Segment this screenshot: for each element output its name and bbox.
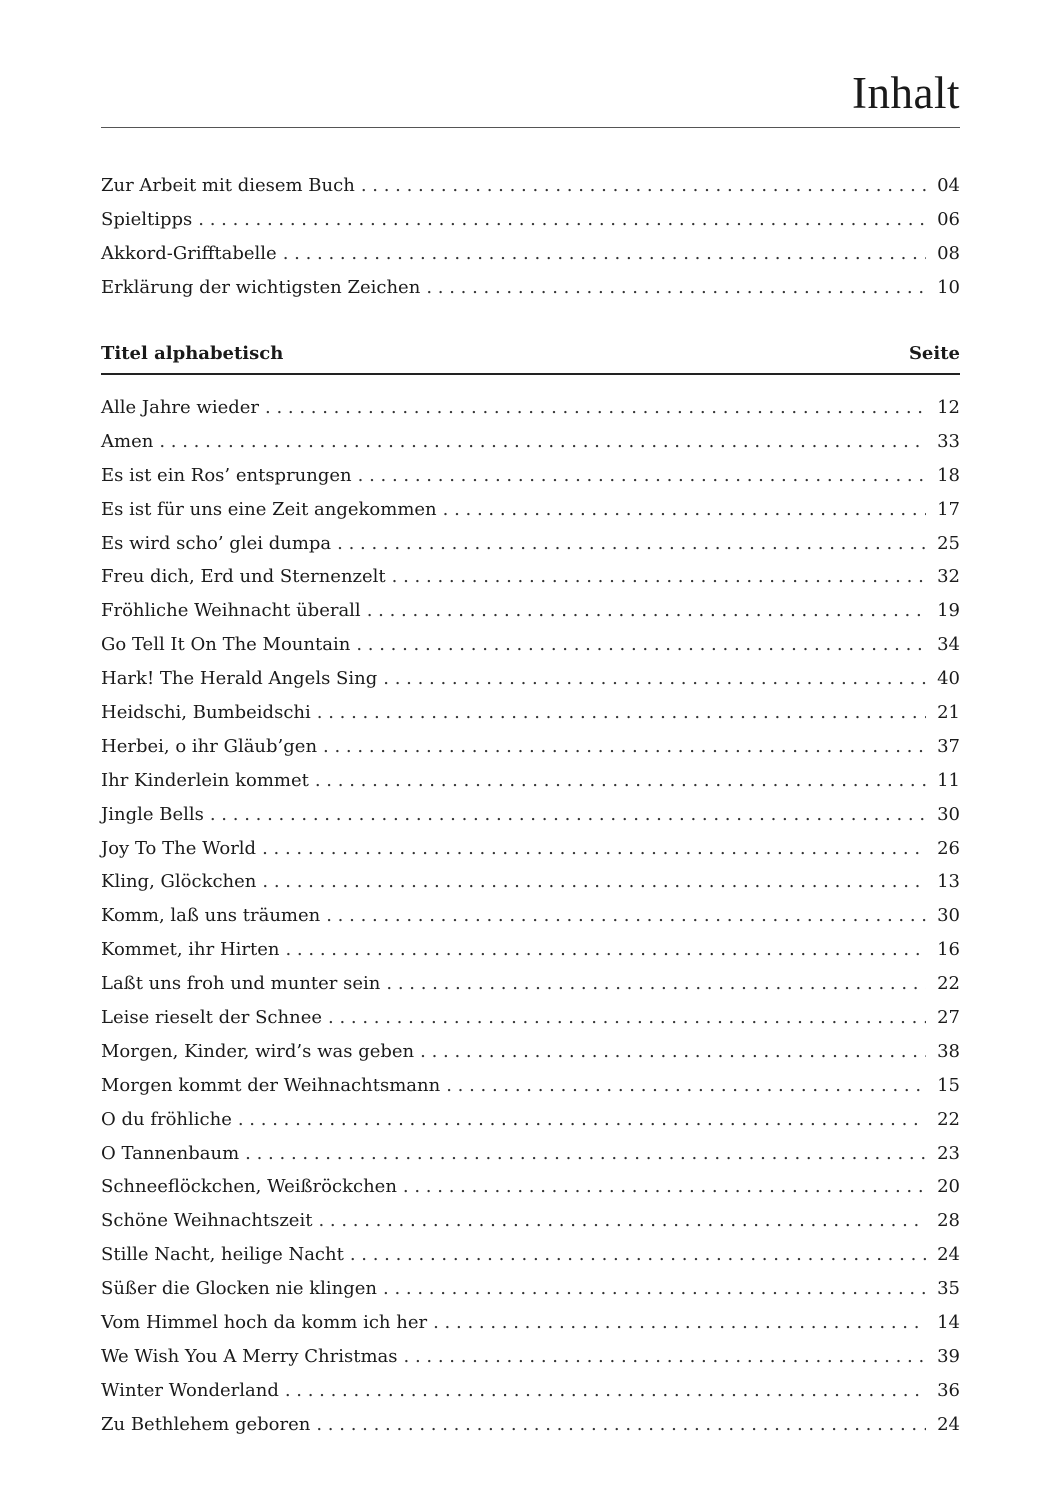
dot-leader: [367, 597, 926, 625]
toc-entry-page: 30: [937, 905, 960, 927]
toc-entry-page: 06: [937, 208, 960, 230]
toc-entry-label: Amen: [101, 430, 154, 452]
toc-entry[interactable]: [101, 902, 960, 936]
dot-leader: [262, 835, 926, 863]
toc-entry-page: 21: [937, 702, 960, 724]
toc-entry-label: Stille Nacht, heilige Nacht: [101, 1244, 344, 1266]
dot-leader: [403, 1173, 926, 1201]
dot-leader: [315, 767, 926, 795]
toc-entry-page: 13: [937, 871, 960, 893]
toc-entry-label: Jingle Bells: [101, 803, 204, 825]
dot-leader: [358, 462, 926, 490]
toc-entry-label: Leise rieselt der Schnee: [101, 1007, 322, 1029]
toc-entry-page: 12: [937, 397, 960, 418]
toc-entry-page: 26: [937, 837, 960, 859]
dot-leader: [420, 1038, 926, 1066]
toc-entry[interactable]: [101, 970, 960, 1004]
toc-entry[interactable]: [101, 1004, 960, 1038]
toc-entry-label: Akkord-Grifftabelle: [101, 242, 277, 264]
dot-leader: [443, 496, 926, 524]
toc-entry[interactable]: [101, 1411, 960, 1445]
dot-leader: [337, 530, 926, 558]
toc-entry[interactable]: [101, 428, 960, 462]
toc-entry-page: 11: [937, 769, 960, 791]
toc-entry-label: Schöne Weihnachtszeit: [101, 1210, 313, 1232]
toc-entry[interactable]: [101, 563, 960, 597]
toc-entry[interactable]: [101, 1106, 960, 1140]
toc-entry[interactable]: [101, 665, 960, 699]
toc-entry-page: 14: [937, 1312, 960, 1334]
toc-entry-page: 04: [937, 175, 960, 196]
toc-entry-page: 32: [937, 566, 960, 588]
toc-entry-label: Herbei, o ihr Gläub’gen: [101, 735, 318, 757]
toc-entry-page: 16: [937, 939, 960, 961]
dot-leader: [404, 1343, 926, 1371]
dot-leader: [285, 1377, 926, 1405]
toc-entry-label: Schneeflöckchen, Weißröckchen: [101, 1176, 397, 1198]
dot-leader: [446, 1072, 926, 1100]
dot-leader: [198, 206, 926, 234]
dot-leader: [350, 1241, 926, 1269]
toc-entry-label: O Tannenbaum: [101, 1142, 240, 1164]
toc-entry-label: Vom Himmel hoch da komm ich her: [101, 1312, 428, 1334]
toc-entry[interactable]: [101, 733, 960, 767]
toc-entry[interactable]: [101, 394, 960, 428]
toc-entry[interactable]: [101, 1173, 960, 1207]
toc-entry-page: 36: [937, 1379, 960, 1401]
toc-entry-page: 18: [937, 464, 960, 486]
toc-entry-label: Es ist für uns eine Zeit angekommen: [101, 498, 437, 520]
dot-leader: [356, 631, 926, 659]
toc-entry-label: Es ist ein Ros’ entsprungen: [101, 464, 352, 486]
dot-leader: [210, 801, 926, 829]
toc-entry-page: 25: [937, 532, 960, 554]
toc-entry[interactable]: [101, 1140, 960, 1174]
toc-entry-label: Kommet, ihr Hirten: [101, 939, 280, 961]
toc-entry-label: Winter Wonderland: [101, 1379, 279, 1401]
dot-leader: [386, 970, 926, 998]
toc-entry[interactable]: [101, 1241, 960, 1275]
dot-leader: [328, 1004, 926, 1032]
toc-entry-label: Zur Arbeit mit diesem Buch: [101, 175, 355, 196]
dot-leader: [238, 1106, 926, 1134]
toc-entry-page: 24: [937, 1413, 960, 1435]
toc-entry-page: 40: [937, 668, 960, 690]
toc-entry-label: Freu dich, Erd und Sternenzelt: [101, 566, 386, 588]
toc-entry-page: 37: [937, 735, 960, 757]
dot-leader: [283, 240, 926, 268]
dot-leader: [159, 428, 926, 456]
toc-entry[interactable]: [101, 835, 960, 869]
toc-entry-label: Erklärung der wichtigsten Zeichen: [101, 276, 421, 298]
toc-entry[interactable]: [101, 936, 960, 970]
dot-leader: [316, 1411, 926, 1439]
title-divider: [101, 127, 960, 128]
toc-entry[interactable]: [101, 462, 960, 496]
toc-entry[interactable]: [101, 1309, 960, 1343]
toc-entry[interactable]: [101, 1072, 960, 1106]
toc-entry-label: Joy To The World: [101, 837, 257, 859]
toc-entry[interactable]: [101, 597, 960, 631]
toc-entry-label: Komm, laß uns träumen: [101, 905, 321, 927]
toc-entry[interactable]: [101, 530, 960, 564]
toc-entry[interactable]: [101, 1207, 960, 1241]
toc-entry-label: O du fröhliche: [101, 1108, 232, 1130]
toc-entry-page: 28: [937, 1210, 960, 1232]
toc-entry[interactable]: [101, 1275, 960, 1309]
toc-entry[interactable]: [101, 1343, 960, 1377]
section-page-heading: Seite: [908, 343, 960, 364]
toc-entry-label: Kling, Glöckchen: [101, 871, 257, 893]
toc-entry-label: Heidschi, Bumbeidschi: [101, 702, 311, 724]
dot-leader: [265, 394, 926, 422]
toc-entry-label: Süßer die Glocken nie klingen: [101, 1278, 378, 1300]
dot-leader: [426, 274, 926, 302]
toc-entry[interactable]: [101, 767, 960, 801]
intro-toc-list: [101, 172, 960, 308]
toc-entry-page: 35: [937, 1278, 960, 1300]
dot-leader: [361, 172, 926, 200]
toc-entry-page: 15: [937, 1074, 960, 1096]
dot-leader: [326, 902, 926, 930]
toc-entry-label: Alle Jahre wieder: [101, 397, 260, 418]
toc-entry-label: Zu Bethlehem geboren: [101, 1413, 311, 1435]
toc-entry-label: Morgen, Kinder, wird’s was geben: [101, 1040, 415, 1062]
toc-entry[interactable]: [101, 699, 960, 733]
toc-entry-label: We Wish You A Merry Christmas: [101, 1345, 398, 1367]
dot-leader: [433, 1309, 926, 1337]
toc-entry-page: 22: [937, 1108, 960, 1130]
toc-entry-label: Hark! The Herald Angels Sing: [101, 668, 378, 690]
toc-entry-page: 24: [937, 1244, 960, 1266]
section-divider: [101, 373, 960, 375]
toc-entry-page: 22: [937, 973, 960, 995]
toc-entry-label: Go Tell It On The Mountain: [101, 634, 351, 656]
toc-page: [101, 0, 960, 1500]
dot-leader: [323, 733, 926, 761]
toc-entry-label: Fröhliche Weihnacht überall: [101, 600, 361, 622]
toc-entry-label: Morgen kommt der Weihnachtsmann: [101, 1074, 441, 1096]
toc-entry[interactable]: [101, 240, 960, 274]
toc-entry[interactable]: [101, 496, 960, 530]
dot-leader: [392, 563, 926, 591]
toc-entry-page: 34: [937, 634, 960, 656]
dot-leader: [317, 699, 926, 727]
dot-leader: [262, 868, 926, 896]
page-title: Inhalt: [852, 68, 960, 118]
songs-toc-list: [101, 394, 960, 1445]
toc-entry[interactable]: [101, 206, 960, 240]
toc-entry-page: 27: [937, 1007, 960, 1029]
toc-entry[interactable]: [101, 172, 960, 206]
toc-entry-label: Es wird scho’ glei dumpa: [101, 532, 332, 554]
toc-entry-page: 23: [937, 1142, 960, 1164]
toc-entry-page: 17: [937, 498, 960, 520]
toc-entry[interactable]: [101, 274, 960, 308]
toc-entry-label: Spieltipps: [101, 208, 193, 230]
toc-entry[interactable]: [101, 801, 960, 835]
toc-entry-page: 39: [937, 1345, 960, 1367]
toc-entry-label: Ihr Kinderlein kommet: [101, 769, 309, 791]
dot-leader: [318, 1207, 926, 1235]
dot-leader: [245, 1140, 926, 1168]
toc-entry-page: 19: [937, 600, 960, 622]
toc-entry-page: 30: [937, 803, 960, 825]
toc-entry[interactable]: [101, 1377, 960, 1411]
toc-entry-page: 38: [937, 1040, 960, 1062]
dot-leader: [285, 936, 926, 964]
toc-entry[interactable]: [101, 1038, 960, 1072]
toc-entry[interactable]: [101, 868, 960, 902]
toc-entry-label: Laßt uns froh und munter sein: [101, 973, 381, 995]
section-header: [101, 340, 960, 368]
toc-entry-page: 10: [937, 276, 960, 298]
dot-leader: [383, 665, 926, 693]
section-heading: Titel alphabetisch: [101, 343, 284, 364]
dot-leader: [383, 1275, 926, 1303]
toc-entry[interactable]: [101, 631, 960, 665]
toc-entry-page: 33: [937, 430, 960, 452]
toc-entry-page: 08: [937, 242, 960, 264]
toc-entry-page: 20: [937, 1176, 960, 1198]
